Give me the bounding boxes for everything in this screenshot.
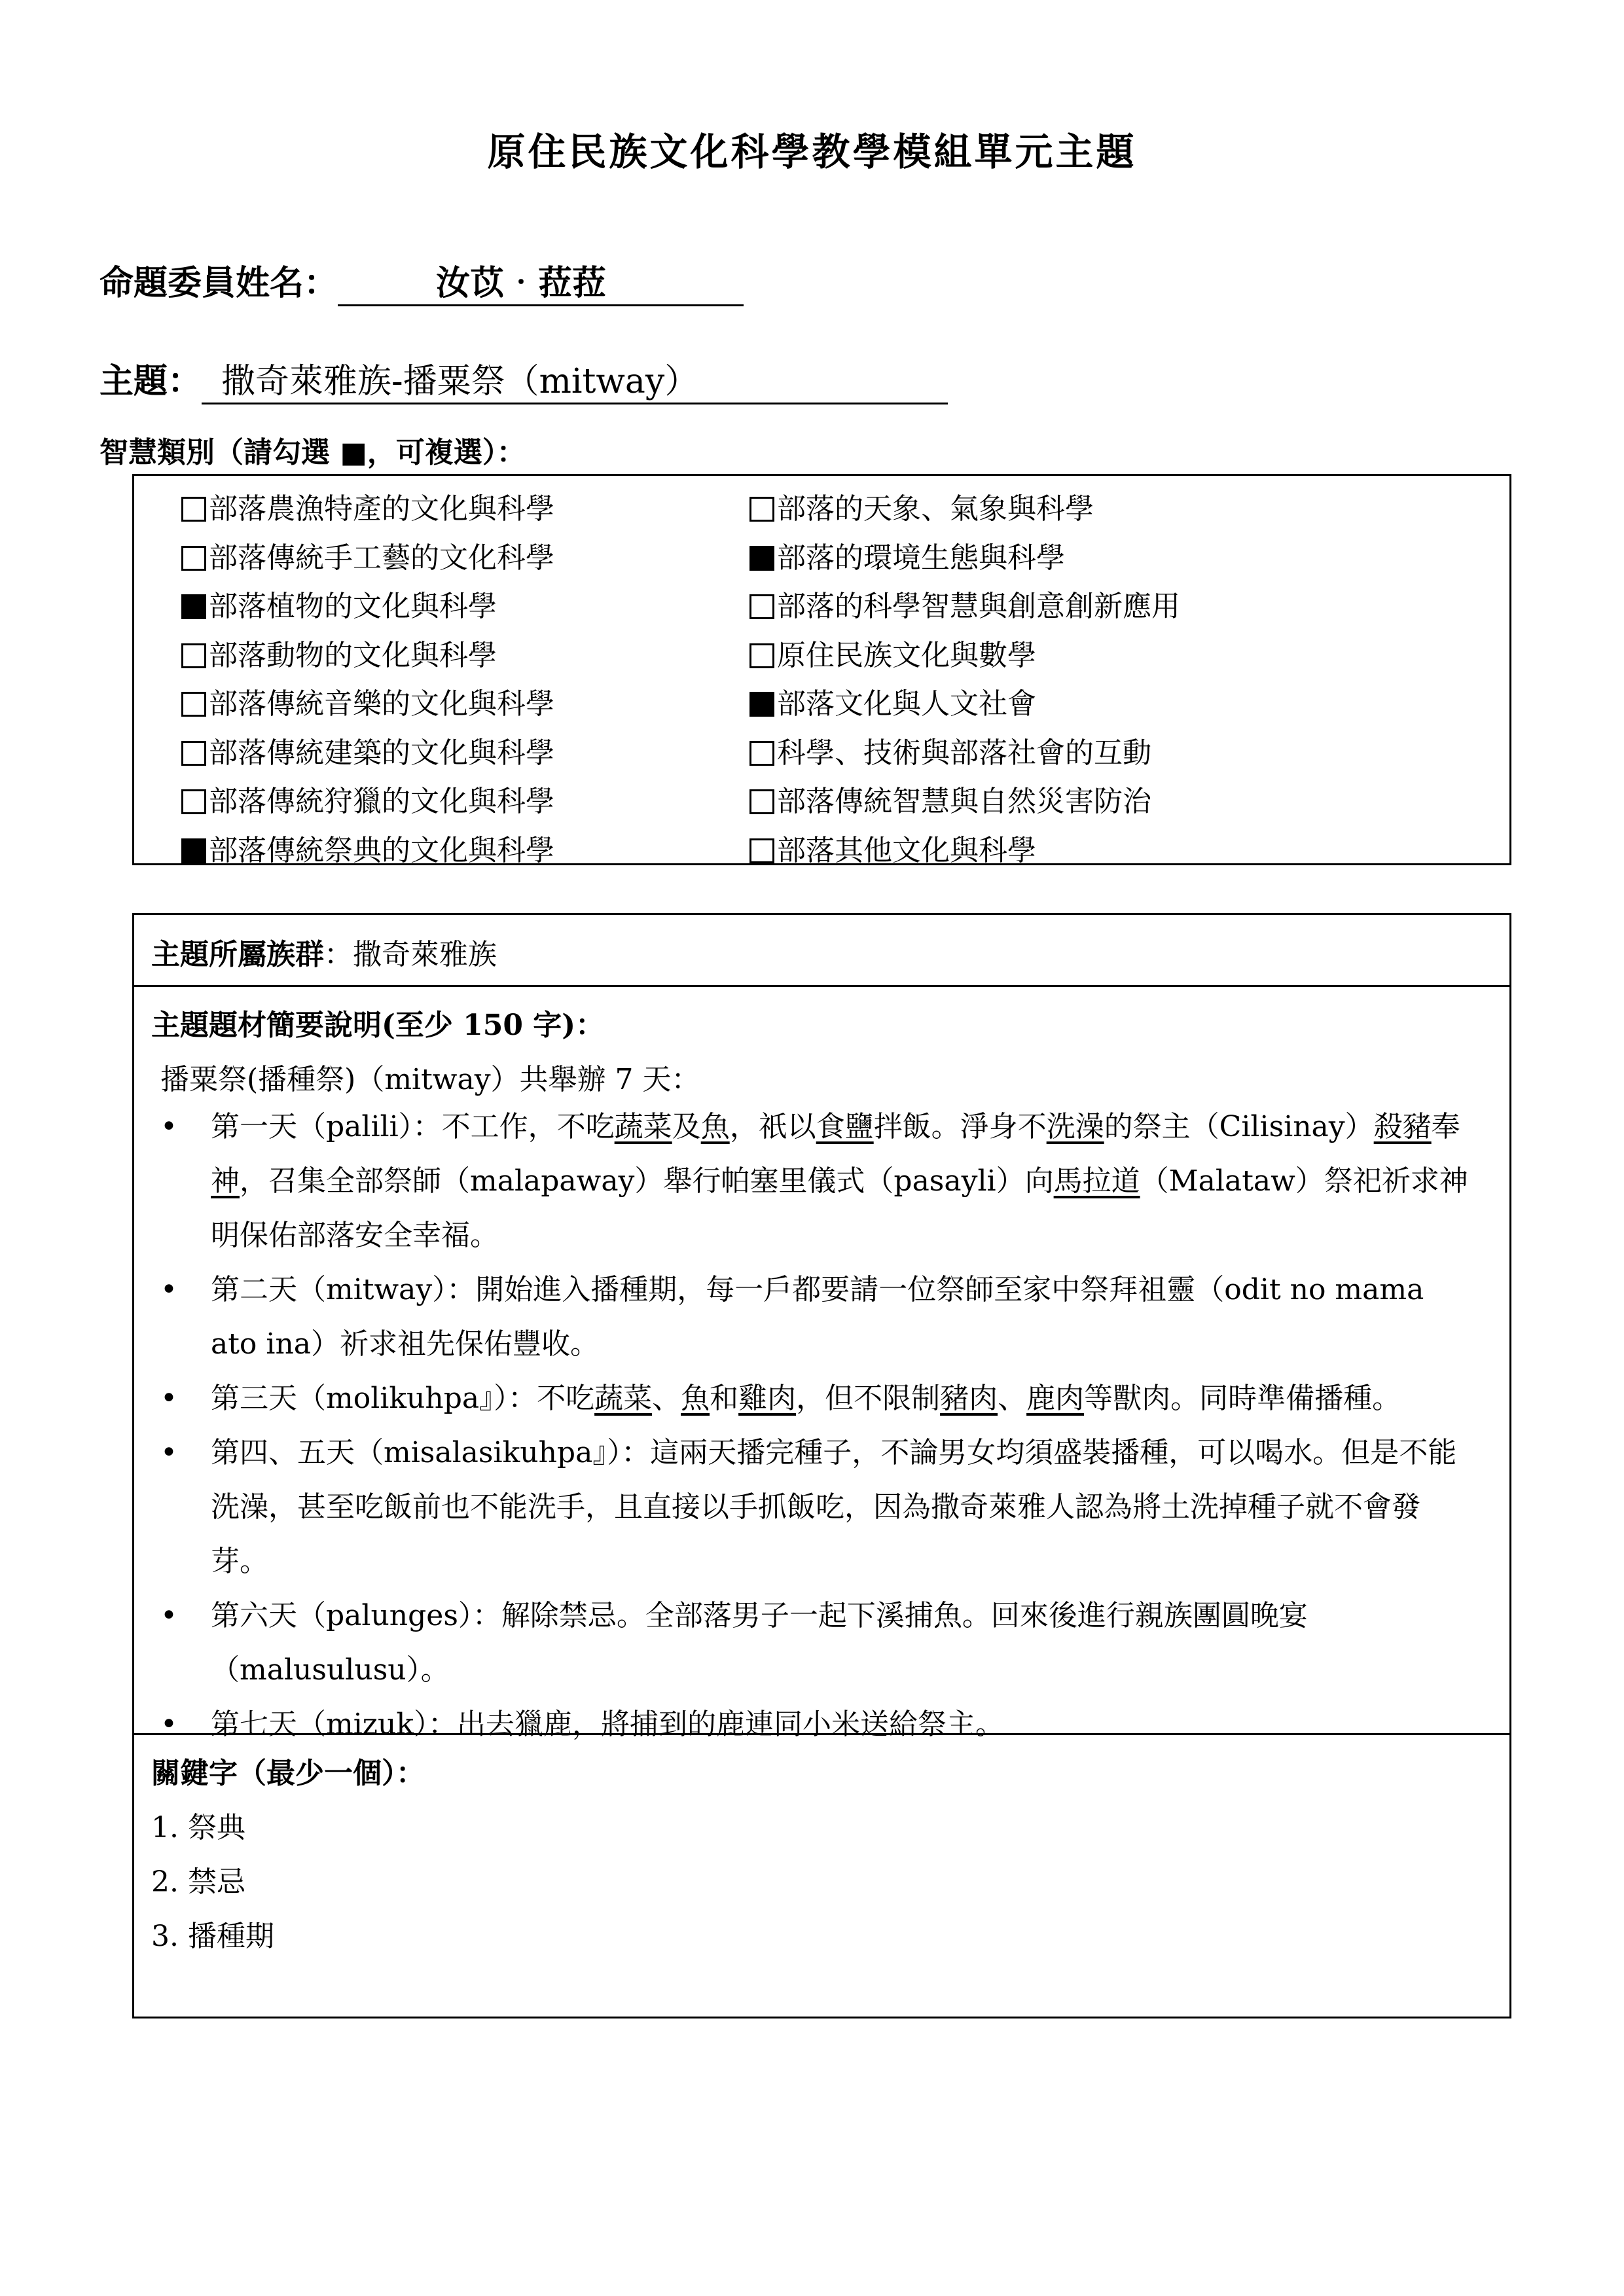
- category-item[interactable]: [749, 729, 1509, 778]
- underlined-term: 鹿肉: [1026, 1382, 1085, 1415]
- group-value: ：撒奇萊雅族: [324, 938, 497, 971]
- group-label: 主題所屬族群: [151, 938, 324, 971]
- unchecked-checkbox-icon[interactable]: [181, 741, 206, 766]
- detail-table: [132, 913, 1511, 2018]
- category-item[interactable]: [749, 680, 1509, 729]
- day-text: 第四、五天（misalasikuhpa』）：這兩天播完種子，不論男女均須盛裝播種，可以喝水。但是不能洗澡，甚至吃飯前也不能洗手，且直接以手抓飯吃，因為撒奇萊雅人認為將土洗掉種子就不會發芽。: [211, 1436, 1457, 1578]
- category-label: 部落傳統狩獵的文化與科學: [209, 785, 554, 819]
- day-text: ，但不限制: [796, 1382, 941, 1415]
- category-item[interactable]: [134, 485, 749, 534]
- category-item[interactable]: [749, 534, 1509, 583]
- summary-heading: 主題題材簡要說明(至少 150 字)：: [151, 1009, 605, 1042]
- category-item[interactable]: [749, 632, 1509, 681]
- unchecked-checkbox-icon[interactable]: [181, 692, 206, 717]
- day-list: [134, 1100, 1509, 1751]
- category-label: 部落傳統智慧與自然災害防治: [777, 785, 1151, 819]
- category-box: [132, 474, 1511, 865]
- unchecked-checkbox-icon[interactable]: [749, 741, 774, 766]
- category-label: 部落的環境生態與科學: [777, 541, 1065, 575]
- underlined-term: 蔬菜: [614, 1110, 672, 1143]
- topic-value: 撒奇萊雅族-播粟祭（mitway）: [202, 353, 948, 404]
- day-text: 、: [998, 1382, 1027, 1415]
- category-label: 部落動物的文化與科學: [209, 638, 497, 672]
- category-label: 科學、技術與部落社會的互動: [777, 736, 1151, 770]
- checked-checkbox-icon[interactable]: [181, 594, 206, 619]
- category-label: 部落植物的文化與科學: [209, 590, 497, 624]
- day-item: [134, 1371, 1509, 1426]
- day-text: 奉: [1431, 1110, 1460, 1143]
- underlined-term: 蔬菜: [594, 1382, 653, 1415]
- underlined-term: 雞肉: [738, 1382, 797, 1415]
- topic-label: 主題：: [99, 361, 202, 401]
- checked-checkbox-icon[interactable]: [749, 692, 774, 717]
- keyword-item: 3. 播種期: [151, 1920, 274, 1953]
- checked-checkbox-icon[interactable]: [749, 546, 774, 571]
- category-item[interactable]: [749, 827, 1509, 876]
- category-label: 部落傳統祭典的文化與科學: [209, 833, 554, 867]
- category-item[interactable]: [134, 827, 749, 876]
- keywords-heading: 關鍵字（最少一個）：: [151, 1757, 425, 1790]
- category-item[interactable]: [134, 680, 749, 729]
- day-text: ，祇以: [729, 1110, 816, 1143]
- day-text: （Malataw）祭祀祈求神明保佑部落安全幸福。: [211, 1164, 1468, 1252]
- category-item[interactable]: [134, 534, 749, 583]
- category-label: 部落文化與人文社會: [777, 687, 1036, 721]
- summary-row: [134, 987, 1509, 1741]
- category-item[interactable]: [134, 583, 749, 632]
- category-label: 部落傳統音樂的文化與科學: [209, 687, 554, 721]
- day-item: [134, 1100, 1509, 1263]
- unchecked-checkbox-icon[interactable]: [181, 497, 206, 522]
- summary-intro: 播粟祭(播種祭)（mitway）共舉辦 7 天：: [160, 1063, 700, 1096]
- category-item[interactable]: [749, 485, 1509, 534]
- category-label: 部落的科學智慧與創意創新應用: [777, 590, 1180, 624]
- category-label: 原住民族文化與數學: [777, 638, 1036, 672]
- keyword-list: [151, 1801, 274, 1964]
- unchecked-checkbox-icon[interactable]: [181, 643, 206, 668]
- category-item[interactable]: [749, 778, 1509, 827]
- group-row: [134, 915, 1509, 987]
- category-item[interactable]: [134, 729, 749, 778]
- underlined-term: 殺豬: [1373, 1110, 1432, 1143]
- author-field: [99, 255, 744, 306]
- category-item[interactable]: [749, 583, 1509, 632]
- author-label: 命題委員姓名：: [99, 263, 338, 303]
- category-heading: 智慧類別（請勾選 ■，可複選）：: [99, 436, 526, 469]
- day-text: 第六天（palunges）：解除禁忌。全部落男子一起下溪捕魚。回來後進行親族團圓晚宴（malusulusu）。: [211, 1599, 1308, 1687]
- day-item: [134, 1263, 1509, 1371]
- unchecked-checkbox-icon[interactable]: [749, 838, 774, 863]
- day-item: [134, 1588, 1509, 1697]
- day-text: 第三天（molikuhpa』）：不吃: [211, 1382, 595, 1415]
- unchecked-checkbox-icon[interactable]: [749, 643, 774, 668]
- underlined-term: 豬肉: [940, 1382, 998, 1415]
- page-title: 原住民族文化科學教學模組單元主題: [487, 130, 1137, 174]
- category-item[interactable]: [134, 632, 749, 681]
- unchecked-checkbox-icon[interactable]: [181, 546, 206, 571]
- topic-field: [99, 353, 948, 404]
- day-text: 和: [710, 1382, 739, 1415]
- day-text: 第七天（mizuk）：出去獵鹿，將捕到的鹿連同小米送給祭主。: [211, 1708, 1004, 1741]
- unchecked-checkbox-icon[interactable]: [181, 789, 206, 814]
- underlined-term: 洗澡: [1046, 1110, 1104, 1143]
- keyword-item: 1. 祭典: [151, 1811, 245, 1844]
- underlined-term: 馬拉道: [1053, 1164, 1140, 1198]
- category-label: 部落傳統建築的文化與科學: [209, 736, 554, 770]
- underlined-term: 神: [211, 1164, 240, 1198]
- category-label: 部落農漁特產的文化與科學: [209, 492, 554, 526]
- day-item: [134, 1426, 1509, 1588]
- unchecked-checkbox-icon[interactable]: [749, 594, 774, 619]
- underlined-term: 魚: [681, 1382, 710, 1415]
- underlined-term: 魚: [700, 1110, 730, 1143]
- category-label: 部落的天象、氣象與科學: [777, 492, 1094, 526]
- unchecked-checkbox-icon[interactable]: [749, 789, 774, 814]
- day-text: 第二天（mitway）：開始進入播種期，每一戶都要請一位祭師至家中祭拜祖靈（odit no mama ato ina）祈求祖先保佑豐收。: [211, 1273, 1424, 1361]
- day-text: 拌飯。淨身不: [873, 1110, 1047, 1143]
- author-value: 汝苡‧菈菈: [338, 255, 744, 306]
- category-label: 部落其他文化與科學: [777, 833, 1036, 867]
- day-text: 第一天（palili）：不工作，不吃: [211, 1110, 615, 1143]
- day-text: ，召集全部祭師（malapaway）舉行帕塞里儀式（pasayli）向: [240, 1164, 1054, 1198]
- day-text: 等獸肉。同時準備播種。: [1084, 1382, 1401, 1415]
- day-text: 、: [652, 1382, 681, 1415]
- category-label: 部落傳統手工藝的文化科學: [209, 541, 554, 575]
- day-text: 的祭主（Cilisinay）: [1104, 1110, 1374, 1143]
- category-item[interactable]: [134, 778, 749, 827]
- keywords-row: [134, 1735, 1509, 2020]
- unchecked-checkbox-icon[interactable]: [749, 497, 774, 522]
- keyword-item: 2. 禁忌: [151, 1865, 245, 1899]
- checked-checkbox-icon[interactable]: [181, 838, 206, 863]
- underlined-term: 食鹽: [816, 1110, 874, 1143]
- category-grid: [134, 485, 1509, 875]
- day-text: 及: [672, 1110, 701, 1143]
